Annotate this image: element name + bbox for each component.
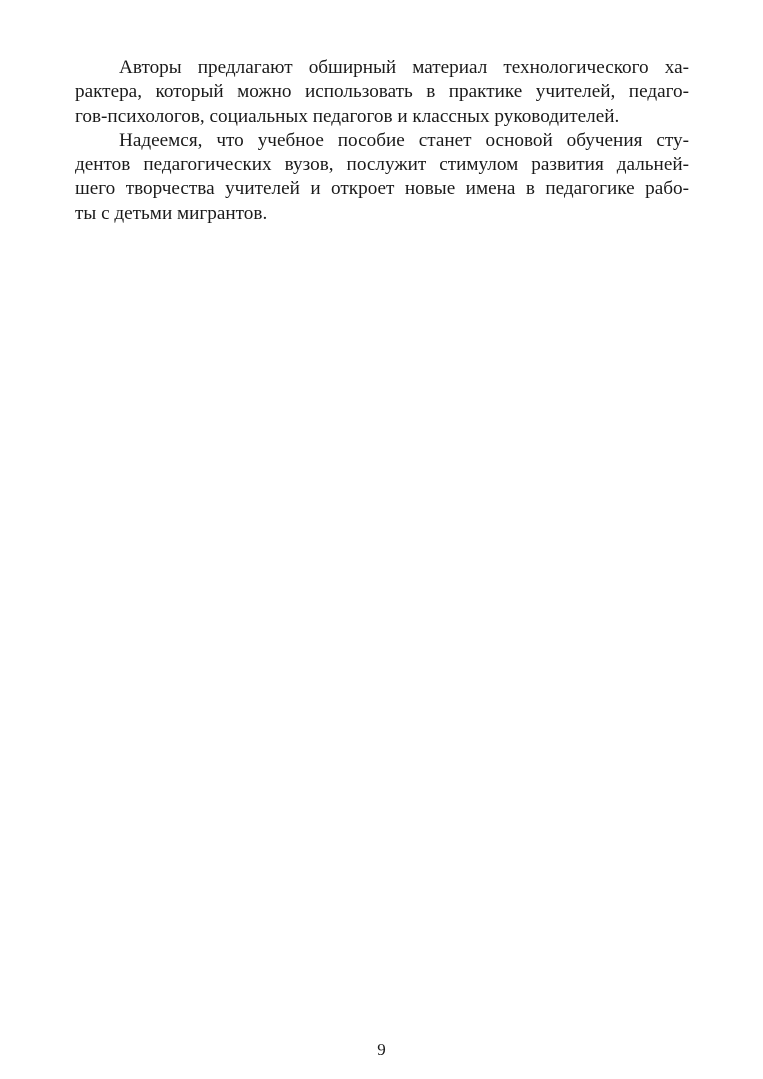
page-number: 9: [377, 1040, 386, 1059]
paragraph-line: гов-психологов, социальных педагогов и классных руководителей.: [75, 105, 620, 127]
paragraph-line: Авторы предлагают обширный материал технологического ха-: [119, 57, 689, 78]
paragraph-line: рактера, который можно использовать в практике учителей, педаго-: [75, 81, 689, 103]
paragraph-hope: [75, 129, 689, 226]
paragraph-line: шего творчества учителей и откроет новые имена в педагогике рабо-: [75, 178, 689, 200]
body-text: [75, 56, 689, 226]
paragraph-line: Надеемся, что учебное пособие станет основой обучения сту-: [119, 129, 689, 151]
paragraph-line: дентов педагогических вузов, послужит стимулом развития дальней-: [75, 154, 689, 176]
paragraph-line: ты с детьми мигрантов.: [75, 202, 268, 224]
paragraph-authors: [75, 56, 689, 129]
